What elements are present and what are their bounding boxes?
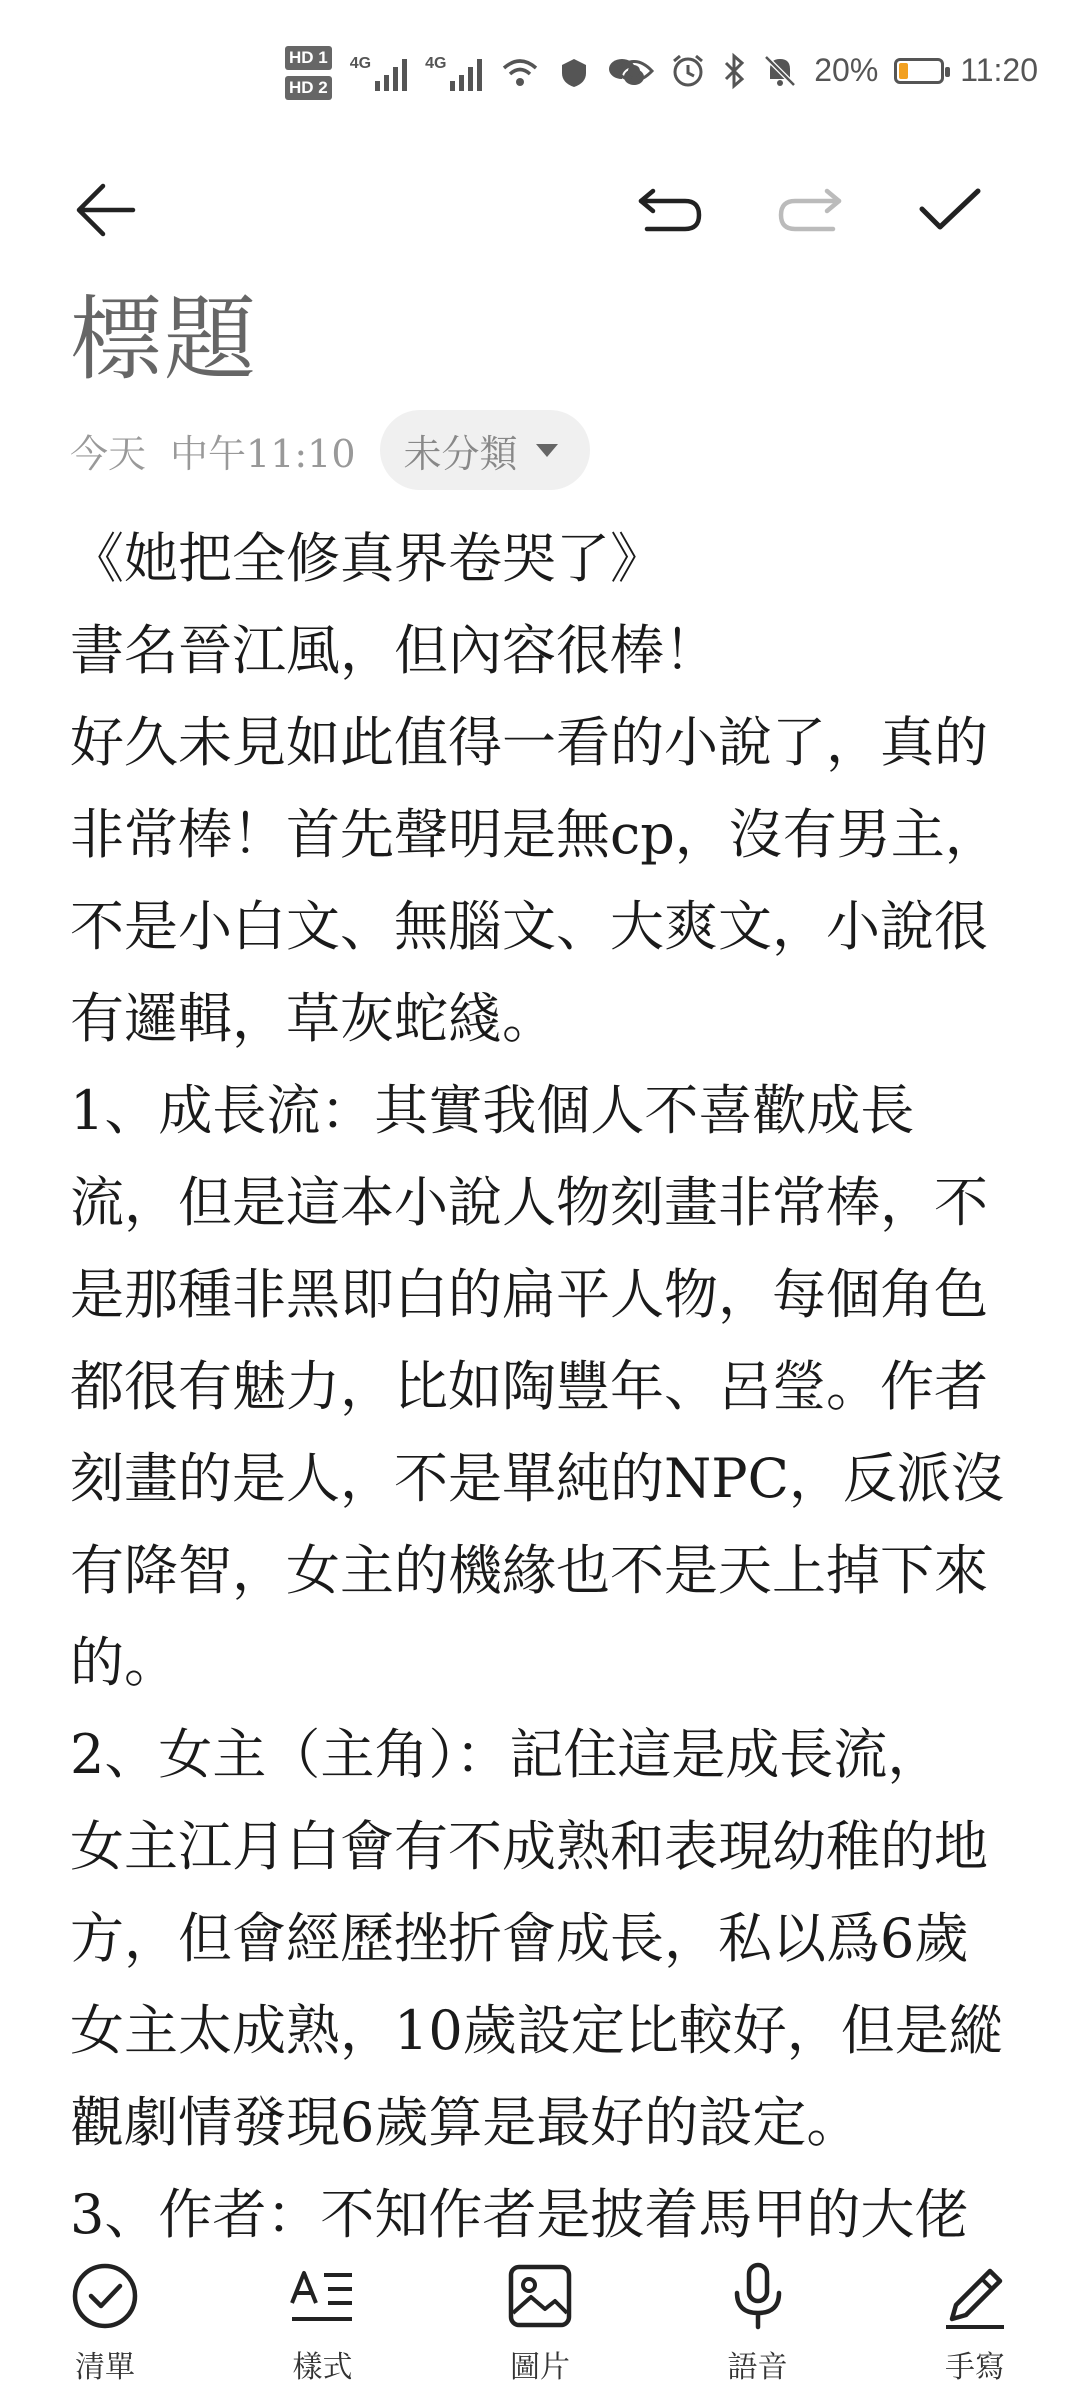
alarm-icon [670,53,706,89]
battery-percent: 20% [814,52,879,88]
body-line: 的。 [70,1631,178,1694]
back-button[interactable] [55,160,155,260]
mute-icon [762,53,798,89]
battery-icon [894,58,944,84]
note-time: 中午11:10 [170,431,356,476]
style-label: 樣式 [292,2350,353,2385]
picture-button[interactable] [465,2250,615,2400]
body-line: 書名晉江風，但內容很棒！ [70,619,718,682]
body-line: 不是小白文、無腦文、大爽文，小說很 [70,895,988,958]
note-title[interactable]: 標題 [70,286,259,393]
status-right [614,52,1038,89]
back-arrow-icon [73,182,137,238]
note-date: 今天 [70,431,147,476]
status-left [285,46,646,100]
category-label: 未分類 [403,431,518,476]
body-line: 是那種非黑即白的扁平人物，每個角色 [70,1263,988,1326]
checklist-button[interactable] [30,2250,180,2400]
voice-label: 語音 [727,2350,788,2385]
microphone-icon [723,2261,793,2331]
clock: 11:20 [960,52,1038,88]
network-1-label: 4G [349,55,372,72]
check-icon [918,187,982,233]
body-line: 1、成長流：其實我個人不喜歡成長 [70,1079,915,1142]
style-button[interactable] [248,2250,398,2400]
battery-fill [899,63,908,79]
body-line: 3、作者：不知作者是披着馬甲的大佬 [70,2183,969,2246]
body-line: 方，但會經歷挫折會成長，私以爲6歲 [70,1907,969,1970]
chevron-down-icon [536,444,558,457]
checklist-icon [70,2261,140,2331]
signal-1-icon [350,55,407,91]
body-line: 刻畫的是人，不是單純的NPC，反派沒 [70,1447,1005,1510]
undo-button[interactable] [620,160,720,260]
body-line: 非常棒！首先聲明是無cp，沒有男主， [70,803,999,866]
pen-icon [940,2261,1010,2331]
note-meta [70,410,590,490]
body-line: 女主太成熟，10歲設定比較好，但是縱 [70,1999,1003,2062]
text-style-icon [288,2261,358,2331]
category-dropdown[interactable] [380,410,590,490]
wifi-icon [500,56,540,90]
handwriting-button[interactable] [900,2250,1050,2400]
body-line: 好久未見如此值得一看的小說了，真的 [70,711,988,774]
redo-button[interactable] [760,160,860,260]
body-line: 有降智，女主的機緣也不是天上掉下來 [70,1539,988,1602]
body-line: 女主江月白會有不成熟和表現幼稚的地 [70,1815,988,1878]
save-button[interactable] [900,160,1000,260]
body-line: 都很有魅力，比如陶豐年、呂瑩。作者 [70,1355,988,1418]
sim-indicators [285,46,332,100]
sim1-badge: HD 1 [285,46,332,70]
handwriting-label: 手寫 [945,2350,1005,2385]
body-line: 觀劇情發現6歲算是最好的設定。 [70,2091,861,2154]
checklist-label: 清單 [75,2350,135,2385]
sim2-badge: HD 2 [285,76,332,100]
status-bar [0,0,1080,150]
body-line: 2、女主（主角）：記住這是成長流， [70,1723,942,1786]
redo-icon [777,187,843,233]
note-body[interactable] [70,513,1010,2246]
eye-icon [614,56,654,86]
vpn-icon [558,56,590,90]
image-icon [505,2261,575,2331]
signal-2-icon [425,55,482,91]
network-2-label: 4G [425,55,447,72]
voice-button[interactable] [683,2250,833,2400]
body-line: 流，但是這本小說人物刻畫非常棒，不 [70,1171,988,1234]
bluetooth-icon [722,53,746,89]
body-line: 有邏輯，草灰蛇綫。 [70,987,556,1050]
picture-label: 圖片 [510,2350,570,2385]
undo-icon [637,187,703,233]
bottom-toolbar [0,2250,1080,2400]
note-toolbar [0,160,1080,270]
body-line: 《她把全修真界卷哭了》 [70,527,664,590]
